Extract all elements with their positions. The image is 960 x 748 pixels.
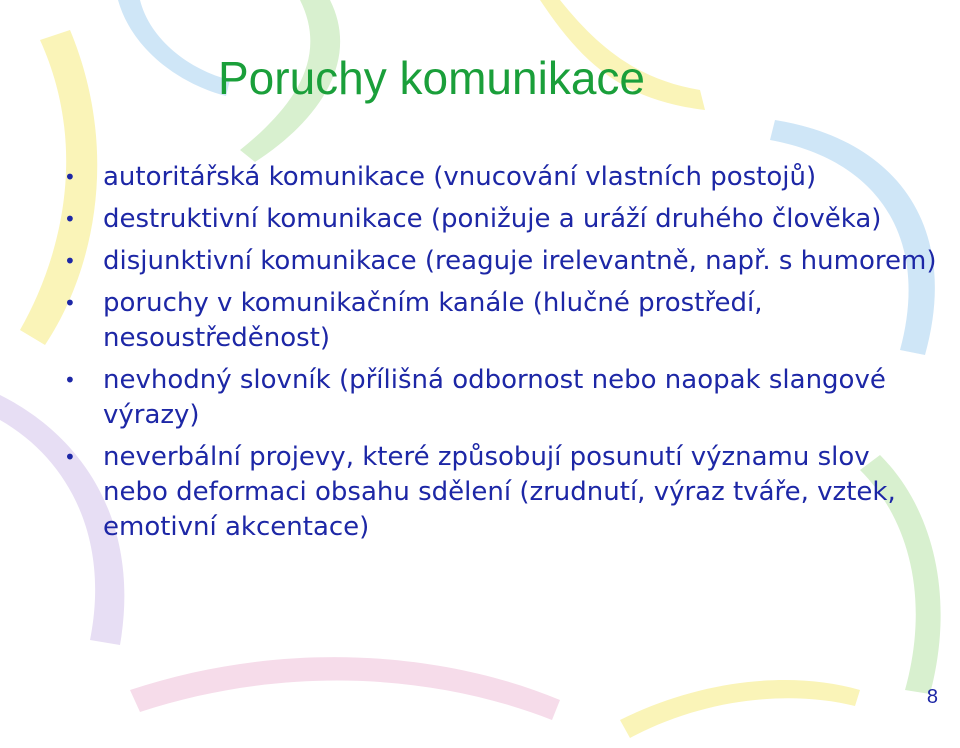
bullet-dot-icon: •: [64, 249, 76, 273]
bullet-dot-icon: •: [64, 165, 76, 189]
ribbon-yellow-bottom: [620, 680, 860, 738]
bullet-item: [62, 363, 942, 433]
bullet-dot-icon: •: [64, 207, 76, 231]
bullet-item: [62, 286, 942, 356]
bullet-text: poruchy v komunikačním kanále (hlučné prostředí, nesoustředěnost): [103, 288, 763, 353]
bullet-item: [62, 160, 942, 195]
bullet-text: disjunktivní komunikace (reaguje irelevantně, např. s humorem): [103, 246, 937, 276]
slide-title: Poruchy komunikace: [218, 52, 645, 104]
bullet-item: [62, 244, 942, 279]
slide-number: 8: [926, 686, 938, 708]
bullet-item: [62, 440, 942, 545]
bullet-text: autoritářská komunikace (vnucování vlastních postojů): [103, 162, 817, 192]
ribbon-pink-bottom: [130, 657, 560, 720]
bullet-text: nevhodný slovník (přílišná odbornost nebo naopak slangové výrazy): [103, 365, 886, 430]
ribbon-blue-topleft: [118, 0, 230, 96]
bullet-dot-icon: •: [64, 445, 76, 469]
bullet-text: neverbální projevy, které způsobují posunutí významu slov nebo deformaci obsahu sdělení (zrudnutí, výraz tváře, vztek, emotivní akcentace): [103, 442, 896, 542]
bullet-text: destruktivní komunikace (ponižuje a uráží druhého člověka): [103, 204, 882, 234]
bullet-dot-icon: •: [64, 368, 76, 392]
bullet-dot-icon: •: [64, 291, 76, 315]
bullet-item: [62, 202, 942, 237]
bullet-list: [62, 160, 942, 552]
